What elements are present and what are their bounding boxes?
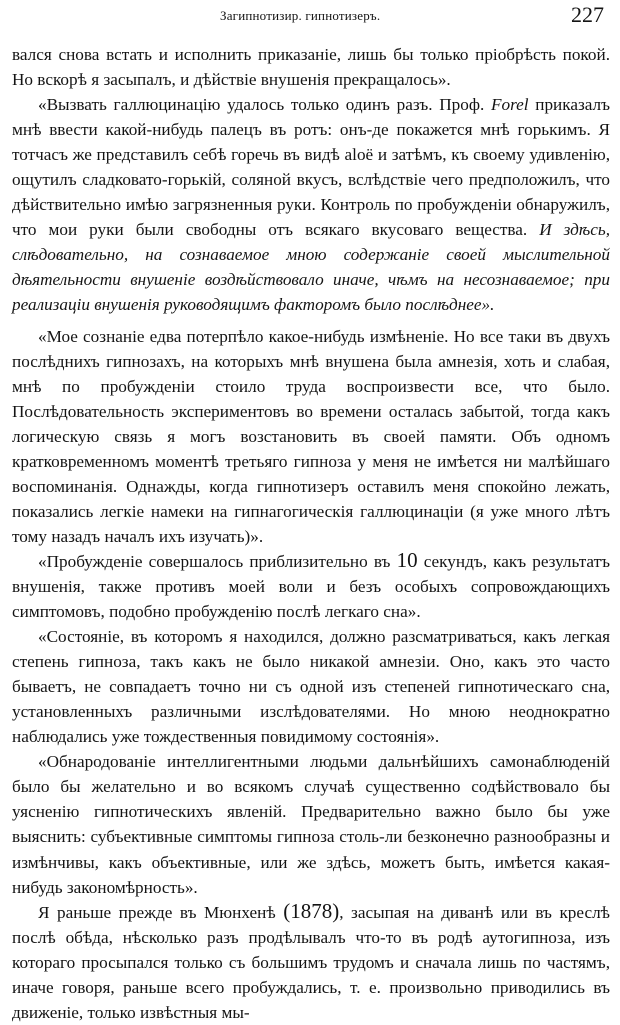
text-segment: «Состояніе, въ которомъ я находился, должно разсматриваться, какъ легкая степень гипноза, такъ какъ не было никакой амнезіи. Оно, какъ это часто бываетъ, не совпадаетъ точно ни съ одной изъ степеней гипнотическаго сна, установленныхъ различными изслѣдователями. Но мною неоднократно наблюдались уже тождественныя повидимому состоянія». bbox=[12, 627, 610, 747]
text-segment: Я раньше прежде въ Мюнхенѣ bbox=[38, 902, 284, 922]
text-segment: секундъ, какъ результатъ внушенія, также противъ моей воли и безъ особыхъ сопровождающихъ симптомовъ, подобно пробужденію послѣ легкаго сна». bbox=[12, 551, 611, 622]
paragraph bbox=[12, 749, 610, 899]
paragraph bbox=[12, 900, 610, 1025]
italic-text: Forel bbox=[490, 95, 529, 115]
text-segment: «Пробужденіе совершалось приблизительно въ bbox=[38, 551, 397, 571]
text-segment: приказалъ мнѣ ввести какой-нибудь палецъ въ ротъ: онъ-де покажется мнѣ горькимъ. Я тотчасъ же представилъ себѣ горечь въ видѣ aloё и затѣмъ, къ своему удивленію, ощутилъ сладковато-горькій, соляной вкусъ, вслѣдствіе чего предположилъ, что дѣйствительно имѣю загрязненныя руки. Контроль по пробужденіи обнаружилъ, что мои руки были свободны отъ всякаго вкусоваго вещества. bbox=[12, 95, 610, 240]
text-segment: (1878) bbox=[283, 898, 340, 923]
text-segment: «Вызвать галлюцинацію удалось только одинъ разъ. Проф. bbox=[38, 95, 491, 115]
text-segment: «Мое сознаніе едва потерпѣло какое-нибудь измѣненіе. Но все таки въ двухъ послѣднихъ гипнозахъ, на которыхъ мнѣ внушена была амнезія, хоть и слабая, мнѣ по пробужденіи стоило труда воспроизвести все, что было. Послѣдовательность экспериментовъ во времени осталась забытой, тогда какъ логическую связь я могъ возстановить въ своей памяти. Объ одномъ кратковременномъ моментѣ третьяго гипноза у меня не имѣется ни малѣйшаго воспоминанія. Однажды, когда гипнотизеръ оставилъ меня спокойно лежать, показались легкіе намеки на гипнагогическія галлюцинаціи (я уже много лѣтъ тому назадъ началъ ихъ изучать)». bbox=[12, 326, 610, 546]
page-header bbox=[12, 2, 610, 42]
paragraph bbox=[12, 324, 610, 549]
page-number: 227 bbox=[571, 2, 604, 27]
text-segment: 10 bbox=[396, 547, 418, 572]
paragraph bbox=[12, 549, 610, 624]
paragraph bbox=[12, 624, 610, 749]
running-title: Загипнотизир. гипнотизеръ. bbox=[220, 8, 381, 23]
paragraph bbox=[12, 92, 610, 317]
text-segment: , засыпая на диванѣ или въ креслѣ послѣ обѣда, нѣсколько разъ продѣлывалъ что-то въ родѣ аутогипноза, изъ котораго просыпался только съ большимъ трудомъ и сначала лишь по частямъ, иначе говоря, раньше всего пробуждались, т. е. произвольно приводились въ движеніе, только извѣстныя мы- bbox=[12, 902, 610, 1022]
italic-text: И здѣсь, слѣдовательно, на сознаваемое мною содержаніе своей мыслительной дѣятельности внушеніе воздѣйствовало иначе, чѣмъ на несознаваемое; при реализаціи внушенія руководящимъ факторомъ было послѣднее». bbox=[12, 220, 610, 315]
text-segment: «Обнародованіе интеллигентными людьми дальнѣйшихъ самонаблюденій было бы желательно и во всякомъ случаѣ существенно содѣйствовало бы уясненію гипнотическихъ явленій. Предварительно важно было бы уже выяснить: субъективные симптомы гипноза столь-ли безконечно разнообразны и измѣнчивы, какъ объективные, или же здѣсь, можетъ быть, имѣется какая-нибудь закономѣрность». bbox=[12, 752, 610, 897]
paragraph bbox=[12, 42, 610, 92]
body-text bbox=[12, 42, 610, 1025]
text-segment: вался снова встать и исполнить приказаніе, лишь бы только пріобрѣсть покой. Но вскорѣ я засыпалъ, и дѣйствіе внушенія прекращалось». bbox=[12, 45, 610, 90]
